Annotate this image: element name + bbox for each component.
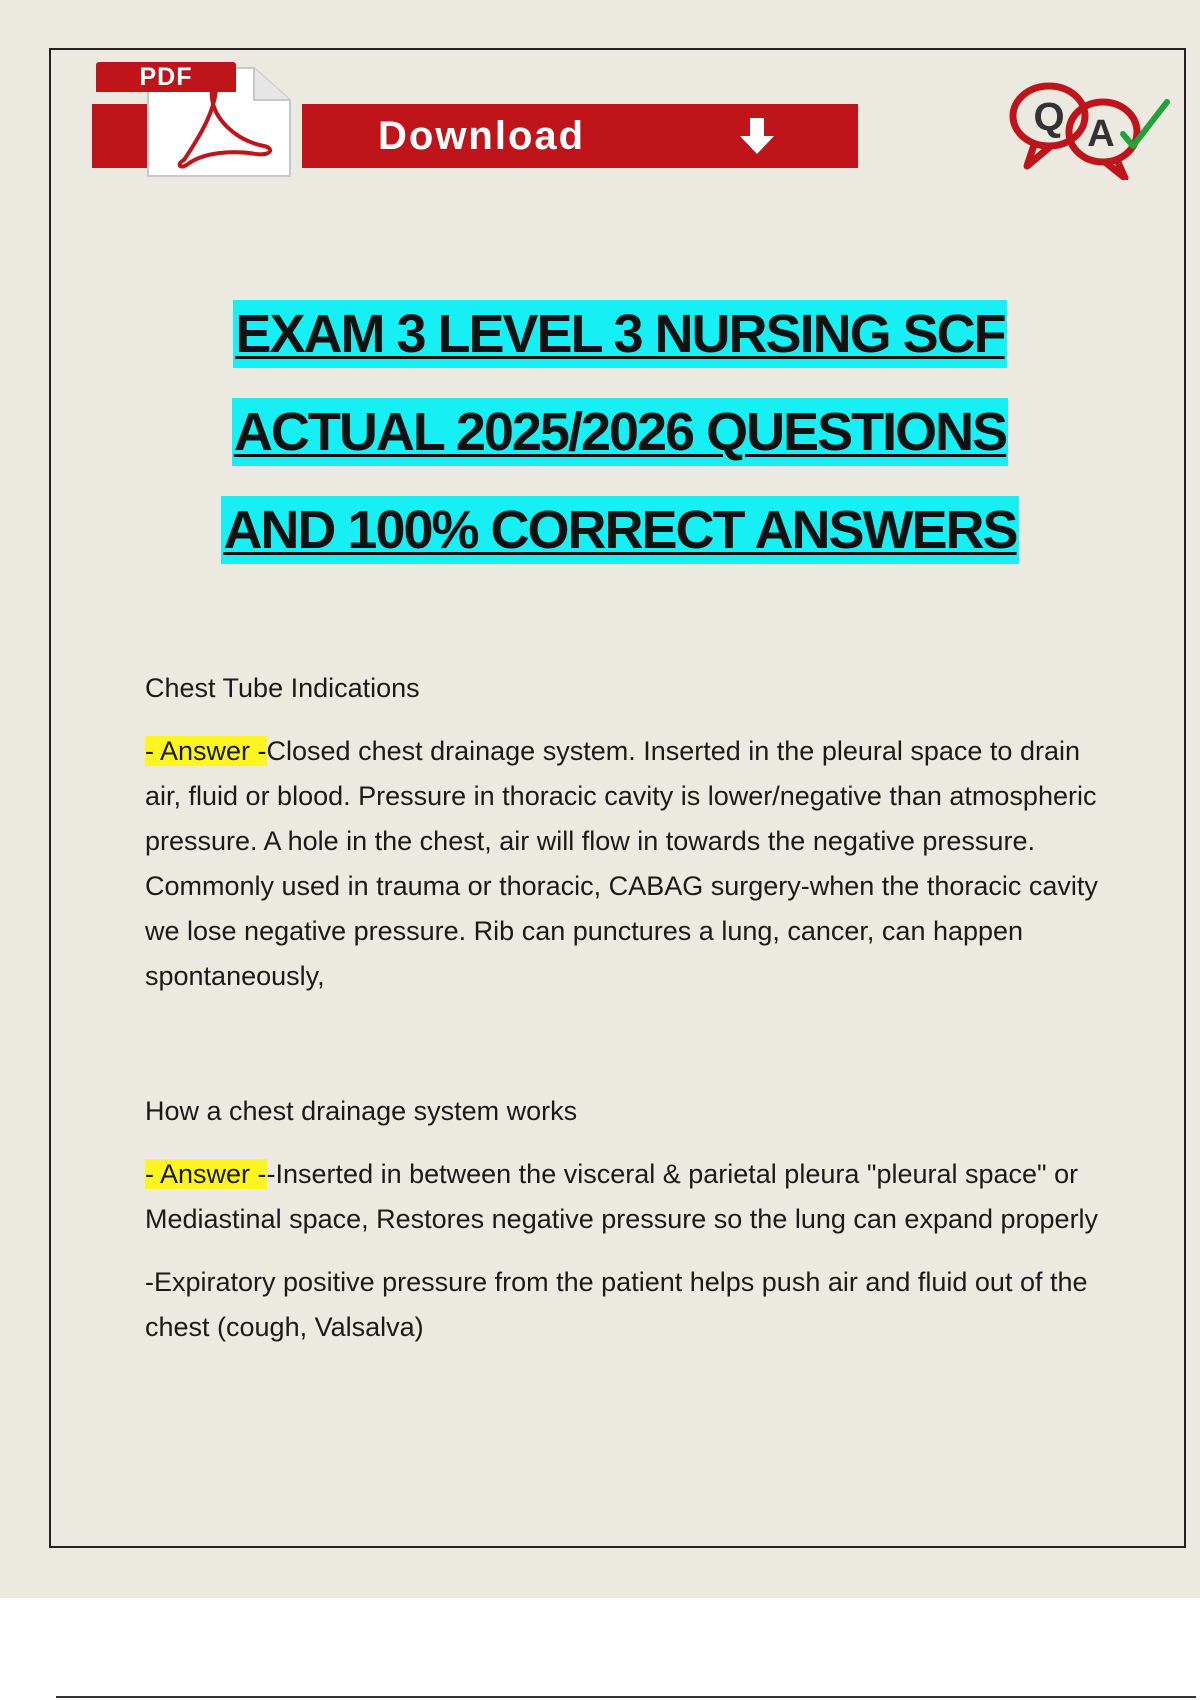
document-title — [100, 300, 1140, 594]
title-line-2: ACTUAL 2025/2026 QUESTIONS — [232, 398, 1008, 466]
download-arrow-icon — [737, 116, 777, 156]
answer-1 — [145, 729, 1105, 999]
qa-letter-q: Q — [1033, 95, 1065, 139]
answer-prefix-highlight: - Answer - — [145, 736, 267, 766]
question-2: How a chest drainage system works — [145, 1096, 578, 1126]
pdf-tag: PDF — [96, 62, 236, 92]
answer-2-extra: -Expiratory positive pressure from the patient helps push air and fluid out of the chest (cough, Valsalva) — [145, 1267, 1088, 1342]
qa-letter-a: A — [1087, 113, 1115, 155]
banner-left-block — [92, 104, 150, 168]
answer-1-text: Closed chest drainage system. Inserted in the pleural space to drain air, fluid or blood. Pressure in thoracic cavity is lower/negative than atmospheric pressure. A hole in the chest, air will flow in towards the negative pressure. Commonly used in trauma or thoracic, CABAG surgery-when the thoracic cavity we lose negative pressure. Rib can punctures a lung, cancer, can happen spontaneously, — [145, 736, 1098, 991]
answer-2 — [145, 1152, 1105, 1242]
answer-2-text: -Inserted in between the visceral & parietal pleura "pleural space" or Mediastinal space, Restores negative pressure so the lung can expand properly — [145, 1159, 1099, 1234]
qa-check-icon — [1005, 80, 1175, 180]
download-bar[interactable] — [302, 104, 858, 168]
title-line-1: EXAM 3 LEVEL 3 NURSING SCF — [233, 300, 1006, 368]
title-line-3: AND 100% CORRECT ANSWERS — [221, 496, 1018, 564]
qa-content — [145, 666, 1105, 1350]
download-label: Download — [378, 114, 586, 158]
pdf-download-banner[interactable] — [92, 60, 858, 180]
answer-prefix-highlight: - Answer - — [145, 1159, 267, 1189]
question-1: Chest Tube Indications — [145, 673, 420, 703]
bottom-rule — [56, 1696, 1196, 1698]
